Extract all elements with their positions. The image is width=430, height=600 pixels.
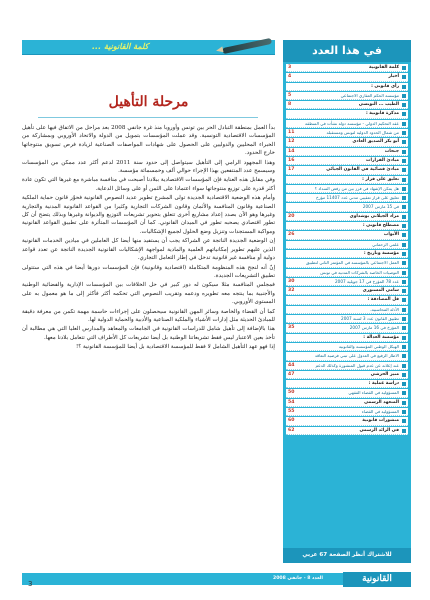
toc-item[interactable]	[286, 213, 408, 221]
bullet-square-icon	[402, 401, 406, 405]
bullet-square-icon	[402, 271, 406, 275]
bullet-square-icon	[402, 215, 406, 219]
toc-list	[286, 64, 408, 436]
toc-item[interactable]	[286, 203, 408, 211]
toc-item-title: عدد 78 المؤرخ في 17 جويلية 2007	[335, 278, 399, 284]
toc-item-page: 47	[288, 371, 295, 377]
toc-item-title: مصطلح قانوني :	[362, 223, 399, 229]
bullet-square-icon	[402, 391, 406, 395]
toc-item[interactable]	[286, 250, 408, 258]
bullet-square-icon	[402, 336, 406, 340]
toc-item[interactable]	[286, 231, 408, 239]
article-body	[22, 124, 275, 353]
toc-item[interactable]	[286, 259, 408, 267]
toc-item[interactable]	[286, 176, 408, 184]
toc-item-page: 4	[288, 74, 292, 80]
article-paragraph: وهذا المجهود الرامي إلى التأهيل سيتواصل إلى حدود سنة 2011 لدعم أكثر عدد ممكن من المؤسسات وسيسمح عدد المنتفعين بهذا الإجراء حوالي ألف وخمسمائة مؤسسة.	[22, 159, 275, 175]
toc-item-page: 3	[288, 65, 292, 70]
toc-item-title: مذكرة قانونية :	[366, 111, 399, 117]
toc-item-page: 30	[288, 278, 295, 284]
toc-item-title: الأدلة المحاسبية،	[370, 306, 399, 312]
article-paragraph: كما أن القضاء والخاصة وسائر المهن القانونية سيحصلون على إجراءات حاسمة مهمة تكمن من معرفة دقيقة للمبادئ الحديثة مثل إدارات الأشياء والملكية الصناعية والأدبية والحماية الدولية لها.	[22, 308, 275, 323]
toc-item[interactable]	[286, 278, 408, 286]
toc-item[interactable]	[286, 194, 408, 202]
bullet-square-icon	[402, 317, 406, 321]
toc-item-title: مبادئ قضائية في القانون الجبائي	[326, 167, 399, 173]
toc-item[interactable]	[286, 166, 408, 174]
toc-item[interactable]	[286, 389, 408, 397]
toc-item[interactable]	[286, 110, 408, 118]
table-of-contents	[283, 40, 411, 563]
title-rule	[38, 117, 258, 118]
toc-item-title: أبو بكر الصديق العادي	[352, 139, 399, 145]
toc-item-page: 14	[288, 148, 295, 154]
toc-item[interactable]	[286, 185, 408, 193]
toc-item[interactable]	[286, 399, 408, 407]
issue-label: العدد 8 - جانفي 2008	[273, 576, 323, 581]
toc-item-page: 62	[288, 427, 295, 433]
toc-item[interactable]	[286, 120, 408, 128]
section-banner	[22, 40, 275, 55]
toc-item-title: أخبار	[388, 74, 399, 80]
bullet-square-icon	[402, 159, 406, 163]
toc-item-title: سامي المستوري	[362, 288, 399, 294]
toc-item-title: المؤرخ في 16 مارس 2007	[349, 325, 399, 331]
article-paragraph: هذا بالإضافة إلى تأهيل شامل للدراسات القانونية في الجامعات والمعاهد والمدارس العليا التي هي مطالبة أن تأخذ بعين الاعتبار ليس فقط تشريعاتنا الوطنية بل أيضا تشريعات كل الأطراف التي تتعامل بلادنا معها.	[22, 326, 275, 341]
toc-item-title: المسؤولية في القضاء	[361, 408, 399, 414]
toc-item[interactable]	[286, 315, 408, 323]
toc-item[interactable]	[286, 427, 408, 435]
toc-item-title: رأي قانوني :	[371, 83, 399, 89]
bullet-square-icon	[402, 298, 406, 302]
toc-item-page: 12	[288, 139, 295, 145]
toc-item[interactable]	[286, 408, 408, 416]
toc-item[interactable]	[286, 83, 408, 91]
article-paragraph: بدأ العمل بمنطقة التبادل الحر بين تونس وأوروبا منذ غرة جانفي 2008 بعد مراحل من الاتفاق فيها على تأهيل المؤسسات الاقتصادية التونسية. وقد عملت المؤسسات بتمويل من الدولة والاتحاد الأوروبي وبمشاركة من الخبراء المحليين والدوليين على الحصول على شهادات المواصفات الصناعية لزيادة فرص تسويق منتوجاتها خارج الحدود.	[22, 125, 276, 157]
bullet-square-icon	[402, 364, 406, 368]
toc-item[interactable]	[286, 101, 408, 109]
article-paragraph: وفي مقابل هذه العناية فإن المؤسسات الاقتصادية ببلادنا أصبحت في منافسة مباشرة مع غيرها التي تكون عادة أكثر قدرة على توزيع منتوجاتها سواء اعتمادا على الثمن أو على وسائل الدعاية.	[22, 177, 275, 192]
bullet-square-icon	[402, 382, 406, 386]
bullet-square-icon	[402, 168, 406, 172]
toc-item-title: العمل الاجتماعي بالمؤسسة في المؤتمر الثاني لتطبيق	[306, 260, 399, 266]
toc-item-title: الهيكل الوطني المؤسسة والقانونية	[338, 343, 399, 349]
toc-item-title: المتعهد الرسمي	[364, 399, 399, 405]
toc-item-title: مؤسسة الحكم العقاري الاجتماعي	[340, 92, 399, 98]
toc-item[interactable]	[286, 269, 408, 277]
toc-item[interactable]	[286, 324, 408, 332]
toc-item-title: منشورات قانونية	[362, 418, 399, 424]
bullet-square-icon	[402, 233, 406, 237]
bullet-square-icon	[402, 252, 406, 256]
toc-item-page: 44	[288, 362, 295, 368]
toc-item[interactable]	[286, 222, 408, 230]
bullet-square-icon	[402, 308, 406, 312]
banner-keyword: كلمة القانونية ...	[92, 42, 149, 51]
toc-item-page: 60	[288, 418, 295, 424]
bullet-square-icon	[402, 85, 406, 89]
toc-item-title: في 15 مارس 2007	[362, 204, 399, 210]
toc-item-page: 35	[288, 325, 295, 331]
bullet-square-icon	[402, 224, 406, 228]
toc-item[interactable]	[286, 138, 408, 146]
bullet-square-icon	[402, 140, 406, 144]
toc-item-title: جنحات	[384, 148, 399, 154]
toc-item-title: دراسة عملية :	[368, 381, 399, 387]
toc-item[interactable]	[286, 334, 408, 342]
article-paragraph: إذا فهو عهد التأهيل الشامل لا فقط للمؤسسة الاقتصادية بل أيضا للمؤسسة القانونية ؟!	[75, 344, 275, 351]
toc-item-title: مراد الجيلاني بوشداوي	[349, 213, 399, 219]
bullet-square-icon	[402, 103, 406, 107]
toc-item-title: مبادئ القرارات	[366, 157, 399, 163]
toc-item-title: الطيب ... التونسي	[358, 102, 399, 108]
toc-item[interactable]	[286, 417, 408, 425]
bullet-square-icon	[402, 243, 406, 247]
bullet-square-icon	[402, 112, 406, 116]
bullet-square-icon	[402, 75, 406, 79]
toc-item-title: قل المصادقة :	[367, 297, 399, 303]
toc-item[interactable]	[286, 148, 408, 156]
bullet-square-icon	[402, 289, 406, 293]
pen-icon	[222, 38, 272, 54]
bullet-square-icon	[402, 187, 406, 191]
subscription-note: للاشتراك أنظر الصفحة 67 عربي	[283, 548, 411, 563]
page-number: 3	[28, 580, 33, 588]
toc-item-title: تطبيق القانون عدد 3 لسنة 2007	[341, 316, 399, 322]
toc-item[interactable]	[286, 241, 408, 249]
article-paragraph: إن الوضعية الجديدة الناتجة عن الشراكة يجب أن يستفيد منها أيضا كل العاملين في ميادين الخدمات القانونية الذين عليهم تطوير إمكانياتهم العلمية والمادية لمواجهة الإشكاليات القانونية الجديدة الناتجة عن تعدد قواعد دولية أو منافسة غير قانونية تدخل في إطار التعامل التجاري.	[22, 238, 275, 262]
toc-item-title: عند إعلانه عن عدم قبول المنشورة وكذلك الدعم	[315, 362, 399, 368]
article-title: مرحلة التأهيل	[108, 94, 189, 110]
toc-item-page: 5	[288, 92, 292, 98]
toc-item-title: المسؤولية في القضاء الفقهي	[348, 390, 399, 396]
bullet-square-icon	[402, 373, 406, 377]
toc-item-title: التوصيات الخاصة بالشركات المدنية في تونس	[320, 269, 399, 275]
toc-item-page: 32	[288, 288, 295, 294]
bullet-square-icon	[402, 196, 406, 200]
toc-item[interactable]	[286, 296, 408, 304]
toc-item-page: 54	[288, 399, 295, 405]
bullet-square-icon	[402, 354, 406, 358]
bullet-square-icon	[402, 122, 406, 126]
bullet-square-icon	[402, 66, 406, 70]
toc-item-page: 55	[288, 408, 295, 414]
toc-item-page: 11	[288, 130, 295, 136]
toc-item[interactable]	[286, 92, 408, 100]
toc-item-title: مؤسسة العدالة :	[363, 334, 399, 340]
bullet-square-icon	[402, 94, 406, 98]
toc-item[interactable]	[286, 64, 408, 72]
toc-item-title: تعليق على قرار :	[362, 176, 399, 182]
toc-item-title: علمي الرحماني	[372, 241, 399, 247]
toc-item[interactable]	[286, 73, 408, 81]
bullet-square-icon	[402, 419, 406, 423]
bullet-square-icon	[402, 410, 406, 414]
bullet-square-icon	[402, 131, 406, 135]
toc-item[interactable]	[286, 380, 408, 388]
toc-item[interactable]	[286, 129, 408, 137]
bullet-square-icon	[402, 261, 406, 265]
toc-heading: في هذا العدد	[283, 40, 411, 62]
bullet-square-icon	[402, 150, 406, 154]
toc-item[interactable]	[286, 371, 408, 379]
toc-item[interactable]	[286, 352, 408, 360]
bullet-square-icon	[402, 280, 406, 284]
toc-item[interactable]	[286, 343, 408, 351]
toc-item-page: 20	[288, 213, 295, 219]
toc-item-page: 26	[288, 232, 295, 238]
toc-item-title: كلمة القانونية	[369, 65, 399, 70]
magazine-logo: القانونية	[343, 572, 411, 587]
toc-item-title: في الرائد الرسمي	[359, 427, 399, 433]
bullet-square-icon	[402, 178, 406, 182]
toc-item-title: الاطار الرفيع في العدول على تبني فرضية التعاقد	[314, 353, 399, 359]
toc-item-title: تعليق على قرار تعقيبي مدني عدد 11407 مؤرخ	[316, 195, 399, 201]
toc-item-page: 16	[288, 157, 295, 163]
toc-item-page: 50	[288, 390, 295, 396]
bullet-square-icon	[402, 345, 406, 349]
bullet-square-icon	[402, 429, 406, 433]
toc-item-title: هل يمكن الإشهاد في فرز بين من رفض السداد ؟	[314, 185, 399, 191]
article-paragraph: وأمام هذه الوضعية الاقتصادية الجديدة تولى المشرع تطوير عديد النصوص القانونية فحوّر قانون حماية الملكية الصناعية وقانون المنافسة والأثمان وقانون الشركات التجارية وكثيرا من القواعد القانونية المدنية والتجارية وغيرها وهو الآن بصدد إعداد مشاريع أخرى تتعلق بتحوير تشريعات التوزيع والديوانة وغيرها وبذلك يتضح أن كل تطور اقتصادي يصحبه تطور في الميدان القانوني. كما أن المؤسسات المتأثرة على تطبيق القواعد القانونية ومواكبة المستجدات وتنزيل وضع الحلول لجميع الإشكاليات.	[22, 195, 275, 235]
toc-item-title: مؤسسة وتاريخ :	[363, 250, 399, 256]
toc-item-title: منير الحرشي	[370, 371, 399, 377]
toc-item-title: عقد التحكيم الدولي - مؤسسة دولة نشأت في المنطقة	[304, 120, 399, 126]
article-paragraph: فمجلس المنافسة مثلا سيكون له دور كبير في حل الخلافات بين المؤسسات الإدارية والفضائية الوطنية والأجنبية بما ينتجه معه تطويره ودعمه وتقريب النصوص التي تحكمه أكثر فأكثر إلى ما هو معمول به على المستوى الأوروبي.	[22, 282, 275, 306]
toc-item-title: من شمال الحدود الدولية لتونس ومستقبله	[326, 130, 399, 136]
toc-item[interactable]	[286, 157, 408, 165]
bullet-square-icon	[402, 205, 406, 209]
toc-item[interactable]	[286, 306, 408, 314]
bullet-square-icon	[402, 326, 406, 330]
article-paragraph: إنّ أنه لنجح هذه المنظومة المتكاملة (اقتصادية وقانونية) فإن المؤسسات دورها أيضا في هذه التي ستتولى تطبيق التشريعات الجديدة.	[22, 264, 275, 279]
toc-item[interactable]	[286, 362, 408, 370]
toc-item-page: 17	[288, 167, 295, 173]
toc-item-page: 8	[288, 102, 292, 108]
toc-item-title: الأبواب	[383, 232, 399, 238]
toc-item[interactable]	[286, 287, 408, 295]
